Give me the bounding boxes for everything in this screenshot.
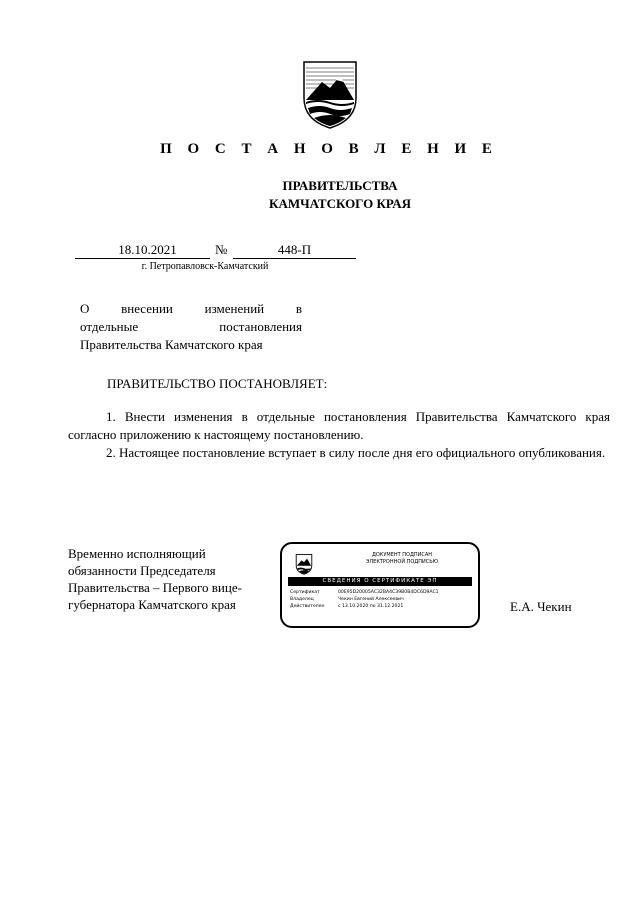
subject-line: Правительства Камчатского края [80,337,263,352]
certificate-info-bar: СВЕДЕНИЯ О СЕРТИФИКАТЕ ЭП [288,577,472,586]
signatory-name: Е.А. Чекин [510,599,572,614]
position-line: Временно исполняющий [68,546,206,561]
validity-row [290,604,403,610]
subject-line: О внесении изменений в [80,301,302,316]
government-name-line2: КАМЧАТСКОГО КРАЯ [269,196,411,211]
certificate-value: 00E95D20005AC32BA4C39B0B4DC6D9AC1 [338,590,439,595]
place-of-issue: г. Петропавловск-Камчатский [141,261,269,272]
document-number: 448-П [233,242,356,259]
coat-of-arms-icon [295,553,313,575]
document-body [68,408,610,462]
owner-value: Чекин Евгений Алексеевич [338,597,404,602]
government-name-line1: ПРАВИТЕЛЬСТВА [282,178,398,193]
subject-line: отдельные постановления [80,319,302,334]
electronic-signature-stamp [280,542,480,628]
number-sign: № [215,242,228,257]
owner-label: Владелец [290,597,314,602]
position-line: губернатора Камчатского края [68,597,236,612]
owner-row [290,597,404,603]
certificate-label: Сертификат [290,590,320,595]
document-type-title: П О С Т А Н О В Л Е Н И Е [160,141,498,157]
document-subject [80,300,302,354]
certificate-row [290,590,439,596]
body-paragraph: 2. Настоящее постановление вступает в силу после дня его официального опубликования. [106,445,606,460]
validity-label: Действителен [290,604,325,609]
signatory-position [68,545,278,613]
coat-of-arms-icon [300,58,360,130]
stamp-heading [327,552,477,566]
stamp-heading-line: ДОКУМЕНТ ПОДПИСАН [371,552,433,558]
stamp-heading-line: ЭЛЕКТРОННОЙ ПОДПИСЬЮ [365,559,439,565]
document-date: 18.10.2021 [75,242,210,259]
position-line: Правительства – Первого вице- [68,580,242,595]
position-line: обязанности Председателя [68,563,216,578]
body-paragraph: 1. Внести изменения в отдельные постановления Правительства Камчатского края согласно приложению к настоящему постановлению. [68,409,610,442]
validity-value: с 13.10.2020 по 31.12.2021 [338,604,404,609]
decree-heading: ПРАВИТЕЛЬСТВО ПОСТАНОВЛЯЕТ: [107,376,328,391]
